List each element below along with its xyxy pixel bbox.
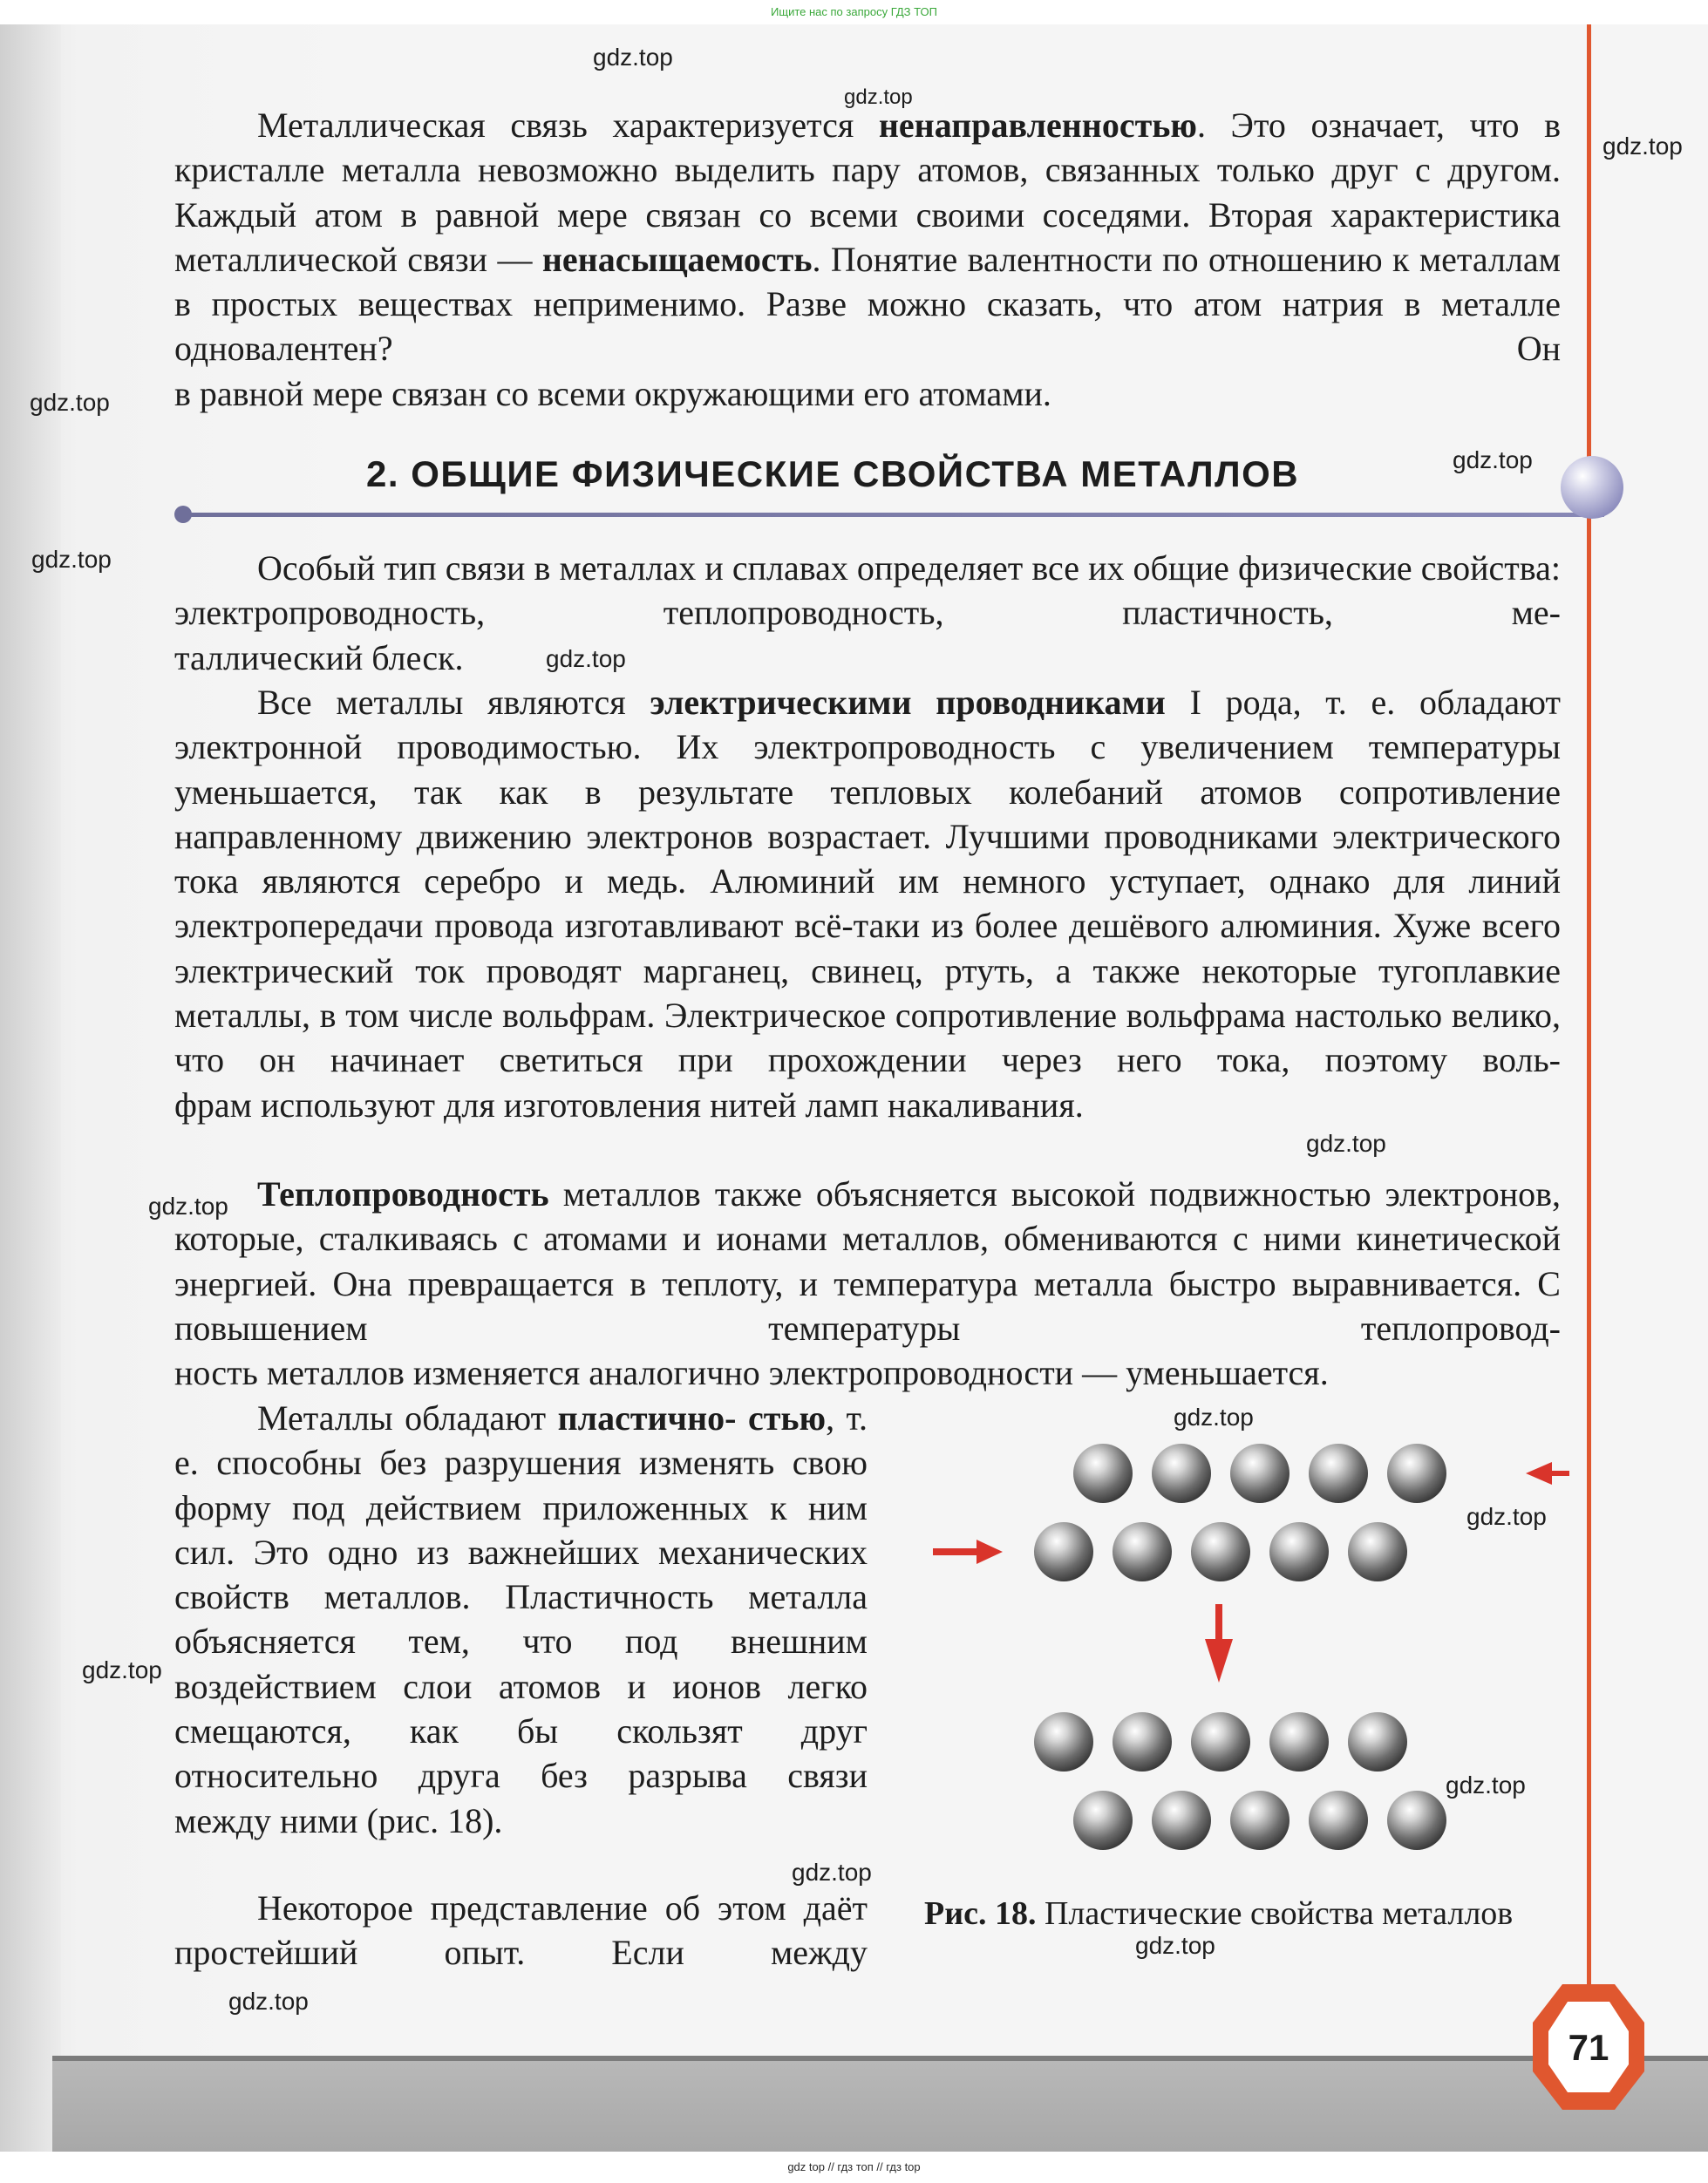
atom-ball [1191, 1712, 1250, 1772]
page-number: 71 [1568, 2027, 1609, 2068]
watermark: gdz.top [546, 645, 626, 672]
atom-ball [1073, 1791, 1133, 1850]
page-footer-band [52, 2056, 1708, 2152]
atom-ball [1113, 1712, 1172, 1772]
heading-underline [183, 513, 1604, 517]
watermark: gdz.top [1306, 1130, 1386, 1157]
figure-18-plasticity-diagram [924, 1430, 1587, 1866]
paragraph-electrical-conductors: Все металлы являются электрическими проводниками I рода, т. е. обладают электронной проводимостью. Их электропроводность с увеличением температуры уменьшается, так как в результате тепловых колебаний атомов сопротивление направленному движению электронов возрастает. Лучшими проводниками электрического тока являются серебро и медь. Алюминий им немного уступает, однако для линий электропередачи провода изготавливают всё-таки из более дешёвого алюминия. Хуже всего электрический ток проводят марганец, свинец, ртуть, а также некоторые тугоплавкие металлы, в том числе вольфрам. Электрическое сопротивление вольфрама настолько велико, что он начинает светиться при прохождении через него тока, поэтому воль- фрам используют для изготовления нитей ламп накаливания. [174, 683, 1561, 1125]
watermark: gdz.top [1466, 1503, 1547, 1530]
paragraph-plasticity: Металлы обладают пластично- стью, т. е. способны без разрушения изменять свою форму под действием приложенных к ним сил. Это одно из важнейших механических свойств металлов. Пластичность металла объясняется тем, что под внешним воздействием слои атомов и ионов легко смещаются, как бы скользят друг относительно друга без разрыва связи между ними (рис. 18). [174, 1398, 868, 1840]
section-heading: 2. ОБЩИЕ ФИЗИЧЕСКИЕ СВОЙСТВА МЕТАЛЛОВ [366, 453, 1300, 494]
bottom-note: gdz top // гдз топ // гдз top [787, 2160, 921, 2173]
atom-ball [1309, 1791, 1368, 1850]
atom-ball [1348, 1522, 1407, 1581]
atom-ball [1034, 1712, 1093, 1772]
atom-ball [1113, 1522, 1172, 1581]
arrow-left-icon [1526, 1462, 1569, 1485]
figure-caption: Рис. 18. Пластические свойства металлов [924, 1895, 1514, 1932]
atom-ball [1191, 1522, 1250, 1581]
watermark: gdz.top [1453, 446, 1533, 473]
heading-ball-ornament [1561, 456, 1623, 519]
paragraph-experiment: Некоторое представление об этом даёт простейший опыт. Если между [174, 1888, 868, 1973]
atom-ball [1387, 1791, 1446, 1850]
atom-ball [1269, 1522, 1329, 1581]
atom-ball [1152, 1444, 1211, 1503]
watermark: gdz.top [148, 1193, 228, 1220]
top-note: Ищите нас по запросу ГДЗ ТОП [771, 5, 937, 18]
atom-ball [1073, 1444, 1133, 1503]
watermark: gdz.top [82, 1656, 162, 1683]
watermark: gdz.top [1174, 1404, 1254, 1431]
watermark: gdz.top [30, 389, 110, 416]
watermark: gdz.top [1135, 1932, 1215, 1959]
watermark: gdz.top [792, 1859, 872, 1886]
watermark: gdz.top [1603, 133, 1683, 160]
atom-ball [1034, 1522, 1093, 1581]
watermark: gdz.top [844, 85, 913, 109]
paragraph-general-properties: Особый тип связи в металлах и сплавах определяет все их общие физические свойства: электропроводность, теплопроводность, пластичность, ме- таллический блеск. [174, 548, 1561, 677]
watermark: gdz.top [31, 546, 112, 573]
atom-ball [1269, 1712, 1329, 1772]
book-spine [0, 24, 61, 2152]
watermark: gdz.top [228, 1988, 309, 2015]
watermark: gdz.top [1446, 1772, 1526, 1799]
atom-ball [1152, 1791, 1211, 1850]
atom-ball [1309, 1444, 1368, 1503]
page-margin-rule [1587, 24, 1591, 2038]
atom-ball [1230, 1791, 1290, 1850]
arrow-down-icon [1205, 1604, 1233, 1683]
atom-ball [1387, 1444, 1446, 1503]
atom-ball [1348, 1712, 1407, 1772]
atom-ball [1230, 1444, 1290, 1503]
arrow-right-icon [933, 1540, 1003, 1564]
paragraph-thermal-conductivity: Теплопроводность металлов также объясняется высокой подвижностью электронов, которые, сталкиваясь с атомами и ионами металлов, обмениваются с ними кинетической энергией. Она превращается в теплоту, и температура металла быстро выравнивается. С повышением температуры теплопровод- ность металлов изменяется аналогично электропроводности — уменьшается. [174, 1174, 1561, 1393]
paragraph-metallic-bond: Металлическая связь характеризуется ненаправленностью. Это означает, что в кристалле металла невозможно выделить пару атомов, связанных только друг с другом. Каждый атом в равной мере связан со всеми своими соседями. Вторая характеристика металлической связи — ненасыщаемость. Понятие валентности по отношению к металлам в простых веществах неприменимо. Разве можно сказать, что атом натрия в металле одновалентен? Он в равной мере связан со всеми окружающими его атомами. [174, 105, 1561, 413]
watermark: gdz.top [593, 44, 673, 71]
